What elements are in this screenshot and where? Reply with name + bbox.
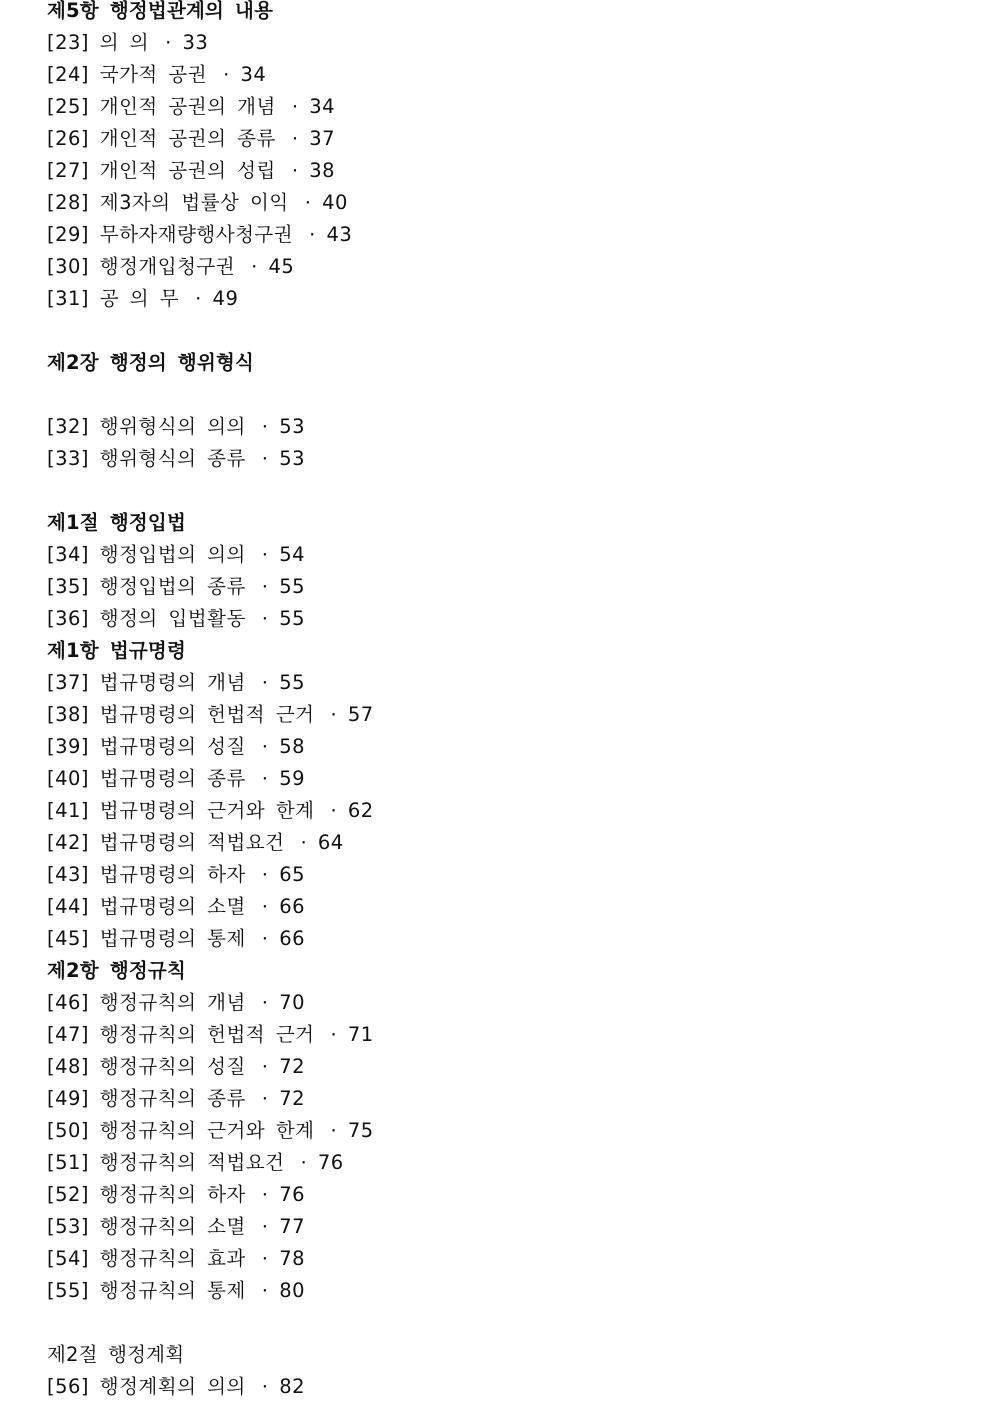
section-heading: 제2항 행정규칙 (47, 959, 186, 982)
entry-title: [55] 행정규칙의 통제 (47, 1279, 246, 1302)
entry-title: [25] 개인적 공권의 개념 (47, 95, 276, 118)
section-heading: 제2절 행정계획 (47, 1343, 185, 1366)
entry-title: [32] 행위형식의 의의 (47, 415, 246, 438)
entry-page-number: · 75 (330, 1119, 374, 1142)
toc-entry (47, 411, 947, 443)
entry-page-number: · 37 (291, 127, 336, 150)
entry-page-number: · 40 (304, 191, 348, 214)
section-heading: 제1절 행정입법 (47, 511, 186, 534)
entry-page-number: · 71 (330, 1023, 374, 1046)
toc-entry (47, 187, 947, 219)
toc-entry (47, 827, 947, 859)
entry-page-number: · 62 (330, 799, 374, 822)
blank-line (47, 1307, 947, 1339)
entry-page-number: · 64 (300, 831, 344, 854)
toc-entry (47, 731, 947, 763)
entry-page-number: · 82 (261, 1375, 306, 1398)
entry-title: [39] 법규명령의 성질 (47, 735, 246, 758)
entry-title: [37] 법규명령의 개념 (47, 671, 246, 694)
entry-page-number: · 55 (261, 575, 306, 598)
section-heading: 제5항 행정법관계의 내용 (47, 0, 274, 22)
toc-entry (47, 1179, 947, 1211)
entry-title: [34] 행정입법의 의의 (47, 543, 246, 566)
entry-page-number: · 80 (261, 1279, 306, 1302)
entry-page-number: · 59 (261, 767, 306, 790)
toc-entry (47, 603, 947, 635)
entry-page-number: · 53 (261, 415, 306, 438)
entry-page-number: · 53 (261, 447, 306, 470)
toc-entry (47, 763, 947, 795)
entry-page-number: · 76 (261, 1183, 306, 1206)
entry-title: [33] 행위형식의 종류 (47, 447, 246, 470)
entry-page-number: · 76 (300, 1151, 344, 1174)
entry-title: [38] 법규명령의 헌법적 근거 (47, 703, 315, 726)
toc-entry (47, 667, 947, 699)
entry-page-number: · 43 (309, 223, 353, 246)
entry-page-number: · 34 (223, 63, 267, 86)
section-heading: 제2장 행정의 행위형식 (47, 351, 255, 374)
entry-page-number: · 70 (261, 991, 306, 1014)
toc-entry (47, 1115, 947, 1147)
entry-title: [29] 무하자재량행사청구권 (47, 223, 294, 246)
entry-page-number: · 34 (291, 95, 336, 118)
toc-entry (47, 891, 947, 923)
entry-title: [35] 행정입법의 종류 (47, 575, 246, 598)
entry-page-number: · 72 (261, 1055, 306, 1078)
entry-title: [42] 법규명령의 적법요건 (47, 831, 285, 854)
entry-page-number: · 55 (261, 607, 306, 630)
blank-line (47, 475, 947, 507)
toc-entry (47, 27, 947, 59)
entry-title: [49] 행정규칙의 종류 (47, 1087, 246, 1110)
entry-page-number: · 66 (261, 895, 306, 918)
entry-page-number: · 38 (291, 159, 336, 182)
blank-line (47, 379, 947, 411)
entry-title: [56] 행정계획의 의의 (47, 1375, 246, 1398)
entry-title: [48] 행정규칙의 성질 (47, 1055, 246, 1078)
toc-entry (47, 699, 947, 731)
entry-title: [54] 행정규칙의 효과 (47, 1247, 246, 1270)
entry-title: [53] 행정규칙의 소멸 (47, 1215, 246, 1238)
toc-entry (47, 1371, 947, 1403)
entry-page-number: · 55 (261, 671, 306, 694)
entry-title: [24] 국가적 공권 (47, 63, 208, 86)
toc-entry (47, 91, 947, 123)
entry-page-number: · 49 (195, 287, 239, 310)
entry-page-number: · 33 (165, 31, 209, 54)
toc-entry (47, 987, 947, 1019)
entry-title: [23] 의 의 (47, 31, 150, 54)
toc-entry (47, 1147, 947, 1179)
toc-entry (47, 123, 947, 155)
entry-page-number: · 72 (261, 1087, 306, 1110)
entry-title: [26] 개인적 공권의 종류 (47, 127, 276, 150)
entry-title: [51] 행정규칙의 적법요건 (47, 1151, 285, 1174)
toc-entry (47, 1083, 947, 1115)
entry-title: [40] 법규명령의 종류 (47, 767, 246, 790)
entry-page-number: · 66 (261, 927, 306, 950)
entry-title: [30] 행정개입청구권 (47, 255, 236, 278)
entry-page-number: · 77 (261, 1215, 306, 1238)
toc-entry (47, 219, 947, 251)
entry-title: [47] 행정규칙의 헌법적 근거 (47, 1023, 315, 1046)
toc-entry (47, 1211, 947, 1243)
toc-entry (47, 1051, 947, 1083)
entry-title: [46] 행정규칙의 개념 (47, 991, 246, 1014)
toc-entry (47, 571, 947, 603)
entry-title: [41] 법규명령의 근거와 한계 (47, 799, 315, 822)
entry-title: [36] 행정의 입법활동 (47, 607, 246, 630)
toc-entry (47, 859, 947, 891)
toc-entry (47, 795, 947, 827)
entry-page-number: · 65 (261, 863, 306, 886)
entry-page-number: · 78 (261, 1247, 306, 1270)
entry-title: [27] 개인적 공권의 성립 (47, 159, 276, 182)
entry-title: [50] 행정규칙의 근거와 한계 (47, 1119, 315, 1142)
table-of-contents (47, 0, 947, 1403)
toc-entry (47, 1019, 947, 1051)
section-heading: 제1항 법규명령 (47, 639, 186, 662)
blank-line (47, 315, 947, 347)
entry-title: [43] 법규명령의 하자 (47, 863, 246, 886)
entry-page-number: · 57 (330, 703, 374, 726)
toc-entry (47, 155, 947, 187)
toc-entry (47, 443, 947, 475)
entry-page-number: · 58 (261, 735, 306, 758)
entry-page-number: · 54 (261, 543, 306, 566)
entry-title: [31] 공 의 무 (47, 287, 180, 310)
toc-entry (47, 283, 947, 315)
entry-page-number: · 45 (251, 255, 295, 278)
toc-entry (47, 923, 947, 955)
toc-entry (47, 1275, 947, 1307)
toc-entry (47, 1243, 947, 1275)
entry-title: [52] 행정규칙의 하자 (47, 1183, 246, 1206)
entry-title: [28] 제3자의 법률상 이익 (47, 191, 289, 214)
toc-entry (47, 251, 947, 283)
toc-entry (47, 539, 947, 571)
entry-title: [44] 법규명령의 소멸 (47, 895, 246, 918)
entry-title: [45] 법규명령의 통제 (47, 927, 246, 950)
toc-entry (47, 59, 947, 91)
